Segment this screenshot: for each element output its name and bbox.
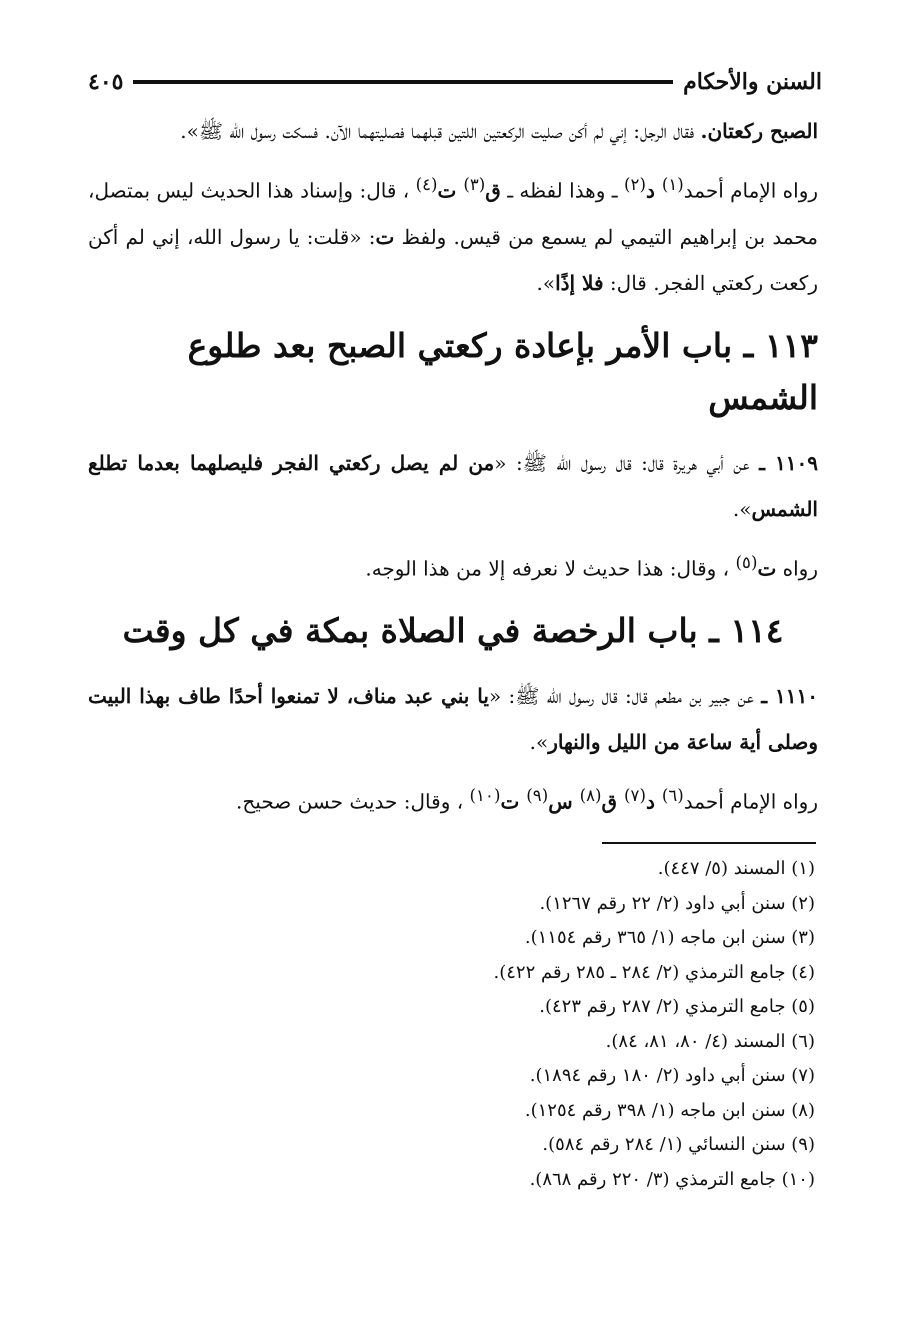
footnote-ref[interactable]: (٤) xyxy=(415,175,438,194)
footnote-item: (٨) سنن ابن ماجه (١/ ٣٩٨ رقم ١٢٥٤). xyxy=(524,1099,815,1121)
text-run: رواه xyxy=(776,556,818,581)
footnote-item: (٩) سنن النسائي (١/ ٢٨٤ رقم ٥٨٤). xyxy=(542,1134,815,1155)
footnote-ref[interactable]: (٣) xyxy=(463,175,486,194)
footnote-ref[interactable]: (٧) xyxy=(624,786,646,806)
footnote-ref[interactable]: (٨) xyxy=(579,786,602,806)
text-run: عن أبي هريرة قال: قال رسول الله ﷺ: « xyxy=(494,450,760,475)
text-run: ». xyxy=(529,730,549,755)
running-header xyxy=(88,60,822,104)
source-symbol: ق xyxy=(601,789,625,814)
source-symbol: د xyxy=(645,178,662,203)
footnote-item: (٤) جامع الترمذي (٢/ ٢٨٤ ـ ٢٨٥ رقم ٤٢٢). xyxy=(493,961,815,983)
chapter-heading-114: ١١٤ ـ باب الرخصة في الصلاة بمكة في كل وقت xyxy=(122,611,784,651)
text-run: عن جبير بن مطعم قال: قال رسول الله ﷺ: « xyxy=(488,684,762,709)
text-run: ـ وهذا لفظه ـ xyxy=(500,178,624,203)
paragraph-text: فقال الرجل: إني لم أكن صليت الركعتين اللتين قبلهما فصليتهما الآن. فسكت رسول الله ﷺ». xyxy=(180,119,701,143)
page-number: ٤٠٥ xyxy=(88,69,124,95)
text-run: ، وقال: حديث حسن صحيح. xyxy=(236,789,470,814)
hadith-number: ١١٠٩ ـ xyxy=(759,450,819,475)
source-symbol: ت xyxy=(757,556,777,581)
body-text xyxy=(88,108,818,833)
footnote-item: (٦) المسند (٤/ ٨٠، ٨١، ٨٤). xyxy=(605,1030,815,1052)
footnotes-list xyxy=(140,852,815,1197)
source-symbol: س xyxy=(548,789,580,814)
footnote-item: (١) المسند (٥/ ٤٤٧). xyxy=(657,858,815,879)
source-symbol: ت xyxy=(437,178,464,203)
hadith-text-bold: من لم يصل ركعتي الفجر فليصلهما بعدما تطلع الشمس xyxy=(88,450,818,521)
source-symbol: ت xyxy=(500,789,527,814)
bold-phrase: الصبح ركعتان. xyxy=(700,119,818,143)
hadith-number: ١١١٠ ـ xyxy=(761,684,818,709)
text-run: رواه الإمام أحمد xyxy=(683,789,818,814)
footnote-ref[interactable]: (٥) xyxy=(735,552,758,572)
text-run: رواه الإمام أحمد xyxy=(683,178,819,203)
footnote-item: (٥) جامع الترمذي (٢/ ٢٨٧ رقم ٤٢٣). xyxy=(539,996,815,1017)
text-run: ». xyxy=(536,270,556,295)
footnote-item: (١٠) جامع الترمذي (٣/ ٢٢٠ رقم ٨٦٨). xyxy=(529,1168,815,1190)
text-run: : «قلت: يا رسول الله، إني لم أكن ركعت ركعتي الفجر. قال: xyxy=(88,224,818,295)
text-run: ، وقال: هذا حديث لا نعرفه إلا من هذا الوجه. xyxy=(365,556,736,581)
text-run: ، قال: وإسناد هذا الحديث ليس بمتصل، محمد بن إبراهيم التيمي لم يسمع من قيس. ولفظ xyxy=(88,178,818,249)
narration-1109 xyxy=(88,540,818,592)
source-symbol: ت xyxy=(375,224,395,249)
hadith-text-bold: يا بني عبد مناف، لا تمنعوا أحدًا طاف بهذا البيت وصلى أية ساعة من الليل والنهار xyxy=(88,684,818,755)
footnote-separator xyxy=(602,842,816,844)
footnote-item: (٢) سنن أبي داود (٢/ ٢٢ رقم ١٢٦٧). xyxy=(539,892,815,914)
footnote-ref[interactable]: (٩) xyxy=(526,786,549,806)
footnote-ref[interactable]: (١) xyxy=(661,175,684,194)
source-symbol: د xyxy=(645,789,662,814)
footnote-ref[interactable]: (٢) xyxy=(624,175,646,194)
chapter-heading-113: ١١٣ ـ باب الأمر بإعادة ركعتي الصبح بعد طلوع الشمس xyxy=(187,325,818,417)
text-run: ». xyxy=(732,496,752,521)
paragraph-continuation xyxy=(88,108,818,154)
source-symbol: ق xyxy=(485,178,501,203)
footnote-item: (٧) سنن أبي داود (٢/ ١٨٠ رقم ١٨٩٤). xyxy=(529,1065,815,1086)
running-header-title: السنن والأحكام xyxy=(683,69,822,95)
narration-paragraph xyxy=(88,162,818,306)
hadith-1110 xyxy=(88,673,818,765)
footnote-ref[interactable]: (١٠) xyxy=(469,786,501,806)
header-rule xyxy=(133,80,673,84)
hadith-1109 xyxy=(88,440,818,532)
footnote-ref[interactable]: (٦) xyxy=(661,786,684,806)
narration-1110 xyxy=(88,773,818,825)
footnote-item: (٣) سنن ابن ماجه (١/ ٣٦٥ رقم ١١٥٤). xyxy=(524,927,815,948)
bold-phrase: فلا إذًا xyxy=(555,270,604,295)
